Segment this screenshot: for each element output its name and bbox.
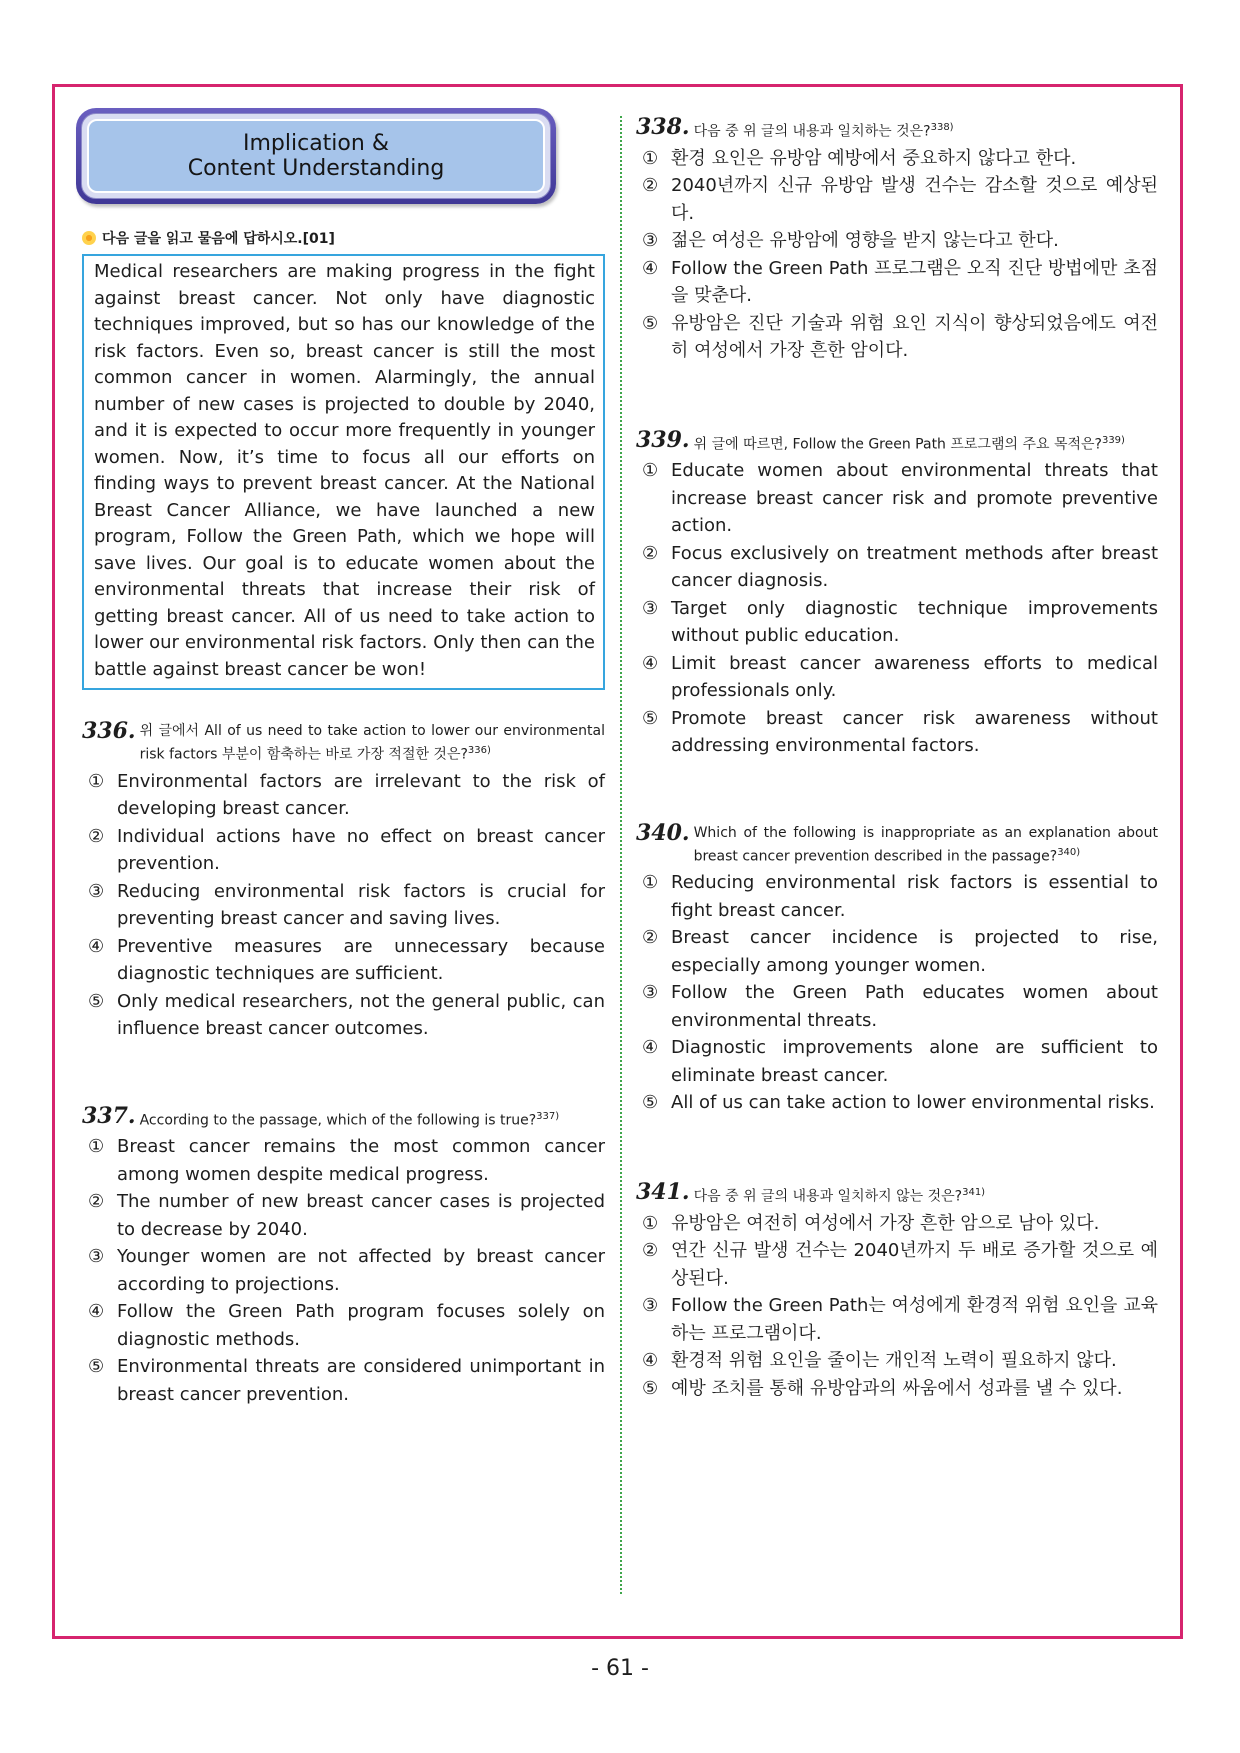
answer-option[interactable] — [88, 1353, 605, 1408]
question-header — [82, 1102, 605, 1131]
option-marker: ⑤ — [642, 1377, 659, 1399]
flower-icon — [82, 231, 96, 245]
option-marker: ④ — [642, 257, 659, 279]
answer-option[interactable] — [642, 1034, 1158, 1089]
question-stem-text: 다음 중 위 글의 내용과 일치하지 않는 것은? — [693, 1188, 963, 1205]
option-marker: ② — [88, 825, 105, 847]
answer-option[interactable] — [88, 878, 605, 933]
option-marker: ① — [88, 770, 105, 792]
answer-option[interactable] — [642, 172, 1158, 227]
question-number: 338. — [636, 114, 690, 140]
option-marker: ④ — [88, 935, 105, 957]
answer-option[interactable] — [642, 595, 1158, 650]
answer-option[interactable] — [642, 650, 1158, 705]
footnote-ref: 341) — [962, 1186, 986, 1198]
answer-option[interactable] — [642, 310, 1158, 365]
option-marker: ④ — [88, 1301, 105, 1323]
answer-option[interactable] — [642, 255, 1158, 310]
answer-options — [636, 457, 1158, 760]
answer-option[interactable] — [88, 823, 605, 878]
option-marker: ③ — [88, 1246, 105, 1268]
option-text: Breast cancer remains the most common cancer among women despite medical progress. — [117, 1136, 605, 1185]
question-stem — [694, 822, 1158, 867]
option-text: The number of new breast cancer cases is projected to decrease by 2040. — [117, 1191, 605, 1240]
option-marker: ③ — [642, 230, 659, 252]
option-text: 연간 신규 발생 건수는 2040년까지 두 배로 증가할 것으로 예상된다. — [671, 1240, 1158, 1289]
answer-option[interactable] — [88, 768, 605, 823]
answer-option[interactable] — [642, 1347, 1158, 1375]
option-text: Reducing environmental risk factors is crucial for preventing breast cancer and saving lives. — [117, 880, 605, 930]
option-text: All of us can take action to lower environmental risks. — [671, 1092, 1155, 1114]
answer-options — [636, 1210, 1158, 1403]
question-337 — [82, 1102, 605, 1409]
question-stem-text: According to the passage, which of the following is true? — [139, 1112, 537, 1129]
answer-option[interactable] — [642, 1089, 1158, 1117]
option-marker: ① — [88, 1136, 105, 1158]
answer-options — [636, 869, 1158, 1117]
instruction-text: 다음 글을 읽고 물음에 답하시오.[01] — [102, 231, 335, 247]
option-marker: ③ — [642, 597, 659, 619]
option-text: 2040년까지 신규 유방암 발생 건수는 감소할 것으로 예상된다. — [671, 175, 1158, 224]
answer-option[interactable] — [642, 1210, 1158, 1238]
option-text: Reducing environmental risk factors is essential to fight breast cancer. — [671, 872, 1158, 921]
question-stem — [694, 429, 1158, 455]
answer-option[interactable] — [642, 1375, 1158, 1403]
option-text: Follow the Green Path 프로그램은 오직 진단 방법에만 초점을 맞춘다. — [671, 257, 1158, 307]
answer-option[interactable] — [88, 1243, 605, 1298]
option-text: Follow the Green Path는 여성에게 환경적 위험 요인을 교육하는 프로그램이다. — [671, 1295, 1158, 1344]
option-marker: ③ — [88, 880, 105, 902]
option-marker: ④ — [642, 652, 659, 674]
option-marker: ② — [642, 542, 659, 564]
question-stem-text: 위 글에 따르면, Follow the Green Path 프로그램의 주요 목적은? — [693, 436, 1102, 453]
answer-options — [82, 1133, 605, 1408]
option-text: Promote breast cancer risk awareness without addressing environmental factors. — [671, 707, 1158, 757]
footnote-ref: 340) — [1057, 846, 1081, 858]
option-marker: ② — [642, 175, 659, 197]
footnote-ref: 336) — [467, 745, 491, 756]
answer-option[interactable] — [642, 145, 1158, 173]
option-text: Environmental threats are considered unimportant in breast cancer prevention. — [117, 1356, 605, 1405]
option-text: Younger women are not affected by breast cancer according to projections. — [117, 1246, 605, 1295]
answer-option[interactable] — [642, 1292, 1158, 1347]
question-338 — [636, 116, 1158, 365]
answer-options — [82, 768, 605, 1043]
question-header — [636, 819, 1158, 867]
question-number: 337. — [82, 1102, 136, 1129]
question-339 — [636, 426, 1158, 760]
answer-option[interactable] — [88, 988, 605, 1043]
answer-option[interactable] — [642, 869, 1158, 924]
footnote-ref: 337) — [536, 1110, 560, 1122]
answer-option[interactable] — [642, 924, 1158, 979]
question-stem — [694, 1181, 1158, 1207]
option-marker: ② — [642, 1240, 659, 1262]
option-text: Diagnostic improvements alone are sufficient to eliminate breast cancer. — [671, 1037, 1158, 1086]
answer-option[interactable] — [642, 540, 1158, 595]
question-number: 340. — [636, 819, 690, 846]
question-stem — [140, 1105, 605, 1131]
question-stem — [694, 116, 1158, 142]
option-marker: ① — [642, 872, 659, 894]
option-text: Environmental factors are irrelevant to the risk of developing breast cancer. — [117, 770, 605, 820]
option-marker: ④ — [642, 1350, 659, 1372]
footnote-ref: 339) — [1101, 434, 1125, 446]
option-text: 예방 조치를 통해 유방암과의 싸움에서 성과를 낼 수 있다. — [671, 1377, 1123, 1399]
answer-option[interactable] — [642, 227, 1158, 255]
option-marker: ① — [642, 1212, 659, 1234]
option-marker: ⑤ — [642, 1092, 659, 1114]
answer-option[interactable] — [642, 705, 1158, 760]
question-header — [636, 426, 1158, 455]
question-number: 339. — [636, 426, 690, 453]
option-marker: ② — [88, 1191, 105, 1213]
option-text: Focus exclusively on treatment methods after breast cancer diagnosis. — [671, 542, 1158, 592]
section-banner — [76, 108, 556, 204]
banner-title-line2: Content Understanding — [187, 156, 445, 181]
answer-option[interactable] — [88, 1133, 605, 1188]
question-number: 336. — [82, 718, 136, 744]
question-number: 341. — [636, 1178, 690, 1205]
question-header — [82, 720, 605, 765]
option-text: Follow the Green Path program focuses solely on diagnostic methods. — [117, 1301, 605, 1350]
option-marker: ④ — [642, 1037, 659, 1059]
answer-option[interactable] — [642, 979, 1158, 1034]
question-stem-text: Which of the following is inappropriate as an explanation about breast cancer prevention described in the passage? — [693, 824, 1158, 865]
option-text: Preventive measures are unnecessary because diagnostic techniques are sufficient. — [117, 935, 605, 985]
question-header — [636, 1178, 1158, 1207]
option-text: Only medical researchers, not the general public, can influence breast cancer outcomes. — [117, 990, 605, 1040]
option-text: Educate women about environmental threats that increase breast cancer risk and promote preventive action. — [671, 460, 1158, 537]
reading-passage: Medical researchers are making progress in the fight against breast cancer. Not only have diagnostic techniques improved, but so has our knowledge of the risk factors. Even so, breast cancer is still the most common cancer in women. Alarmingly, the annual number of new cases is projected to double by 2040, and it is expected to occur more frequently in younger women. Now, it’s time to focus all our efforts on finding ways to prevent breast cancer. At the National Breast Cancer Alliance, we have launched a new program, Follow the Green Path, which we hope will save lives. Our goal is to educate women about the environmental threats that increase their risk of getting breast cancer. All of us need to take action to lower our environmental risk factors. Only then can the battle against breast cancer be won! — [82, 254, 605, 690]
option-text: Breast cancer incidence is projected to rise, especially among younger women. — [671, 927, 1158, 976]
question-stem-text: 위 글에서 All of us need to take action to lower our environmental risk factors 부분이 함축하는 바로 가장 적절한 것은? — [139, 723, 605, 763]
question-336 — [82, 720, 605, 1043]
answer-option[interactable] — [88, 1188, 605, 1243]
right-column — [636, 116, 1158, 1402]
answer-options — [636, 145, 1158, 365]
left-column — [82, 108, 605, 1408]
answer-option[interactable] — [88, 1298, 605, 1353]
option-marker: ③ — [642, 1295, 659, 1317]
page-number: - 61 - — [591, 1656, 649, 1681]
question-stem-text: 다음 중 위 글의 내용과 일치하는 것은? — [693, 123, 931, 140]
column-divider — [620, 116, 622, 1594]
option-text: 젊은 여성은 유방암에 영향을 받지 않는다고 한다. — [671, 230, 1059, 252]
option-text: Limit breast cancer awareness efforts to medical professionals only. — [671, 652, 1158, 702]
option-text: Follow the Green Path educates women about environmental threats. — [671, 982, 1158, 1031]
instruction — [82, 228, 605, 248]
answer-option[interactable] — [642, 457, 1158, 540]
question-341 — [636, 1178, 1158, 1402]
option-text: 환경 요인은 유방암 예방에서 중요하지 않다고 한다. — [671, 147, 1077, 169]
option-marker: ① — [642, 460, 659, 482]
option-text: 유방암은 진단 기술과 위험 요인 지식이 향상되었음에도 여전히 여성에서 가장 흔한 암이다. — [671, 312, 1158, 362]
question-header — [636, 116, 1158, 142]
option-marker: ⑤ — [642, 312, 659, 334]
option-text: 환경적 위험 요인을 줄이는 개인적 노력이 필요하지 않다. — [671, 1350, 1117, 1372]
question-stem — [140, 720, 605, 765]
question-340 — [636, 819, 1158, 1117]
option-marker: ② — [642, 927, 659, 949]
answer-option[interactable] — [642, 1237, 1158, 1292]
option-text: Individual actions have no effect on breast cancer prevention. — [117, 825, 605, 875]
answer-option[interactable] — [88, 933, 605, 988]
option-marker: ⑤ — [88, 990, 105, 1012]
option-marker: ③ — [642, 982, 659, 1004]
banner-title-line1: Implication & — [243, 131, 389, 156]
option-text: 유방암은 여전히 여성에서 가장 흔한 암으로 남아 있다. — [671, 1212, 1100, 1234]
footnote-ref: 338) — [930, 122, 954, 133]
option-text: Target only diagnostic technique improvements without public education. — [671, 597, 1158, 647]
option-marker: ⑤ — [642, 707, 659, 729]
option-marker: ⑤ — [88, 1356, 105, 1378]
option-marker: ① — [642, 147, 659, 169]
